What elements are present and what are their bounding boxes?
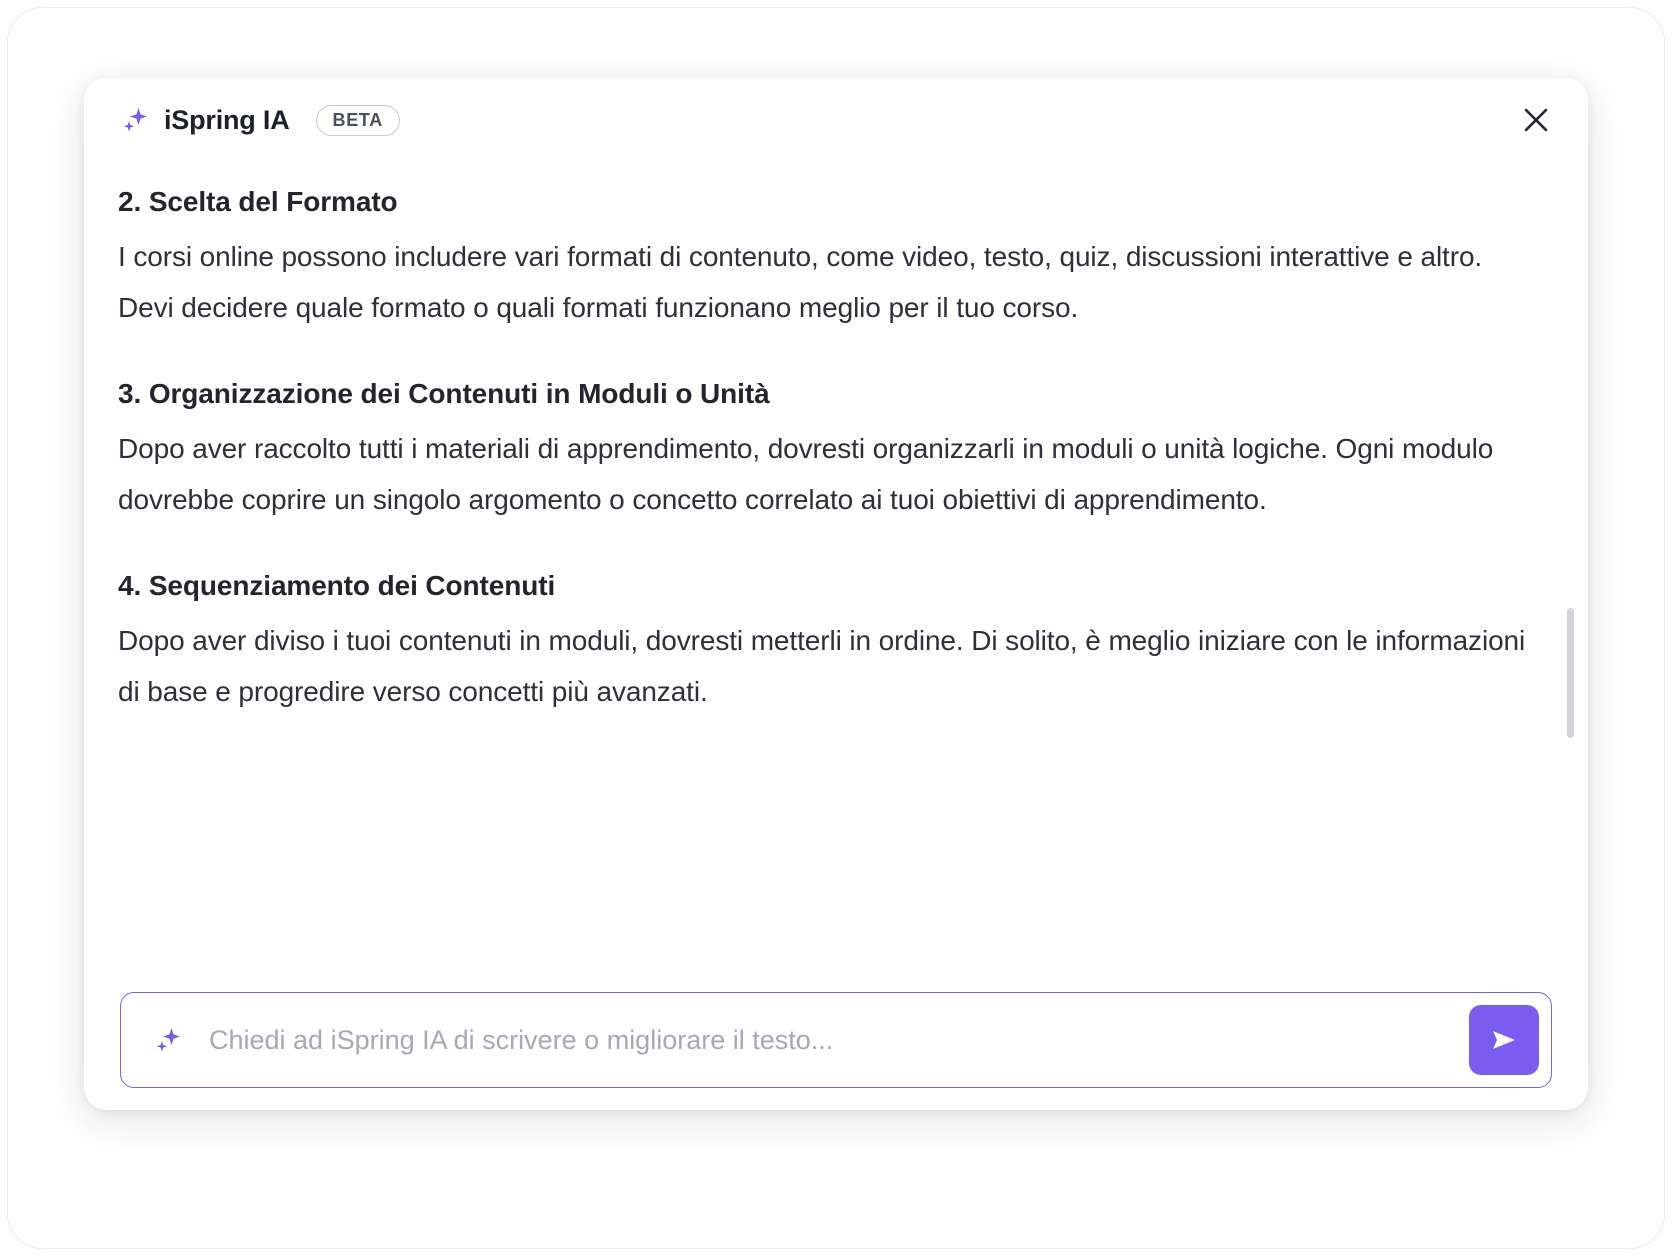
- section-title: 4. Sequenziamento dei Contenuti: [118, 569, 556, 601]
- send-icon: [1489, 1025, 1519, 1055]
- section-body: I corsi online possono includere vari formati di contenuto, come video, testo, quiz, discussioni interattive e altro. Devi decidere quale formato o quali formati funzionano meglio per il tuo corso.: [118, 241, 1483, 323]
- section-body: Dopo aver diviso i tuoi contenuti in moduli, dovresti metterli in ordine. Di solito, è meglio iniziare con le informazioni di base e progredire verso concetti più avanzati.: [118, 624, 1526, 707]
- sparkle-icon: [151, 1023, 185, 1057]
- brand: [118, 103, 400, 137]
- brand-name: iSpring IA: [164, 104, 290, 135]
- ispring-ai-dialog: [84, 78, 1588, 1110]
- content-section: [118, 186, 1528, 334]
- section-title: 2. Scelta del Formato: [118, 186, 398, 217]
- dialog-header: [84, 78, 1588, 162]
- close-button[interactable]: [1514, 98, 1558, 142]
- scrollbar-thumb[interactable]: [1567, 608, 1574, 738]
- scrollbar-track[interactable]: [1567, 168, 1574, 898]
- prompt-bar: [120, 992, 1552, 1088]
- close-icon: [1523, 107, 1549, 133]
- section-title: 3. Organizzazione dei Contenuti in Moduli o Unità: [118, 377, 770, 409]
- content-section: [118, 378, 1528, 526]
- prompt-input[interactable]: [207, 1010, 1469, 1070]
- ai-response-content: [84, 162, 1588, 994]
- sparkle-icon: [118, 103, 152, 137]
- section-body: Dopo aver raccolto tutti i materiali di apprendimento, dovresti organizzarli in moduli o unità logiche. Ogni modulo dovrebbe coprire un singolo argomento o concetto correlato ai tuoi obiettivi di apprendimento.: [118, 432, 1494, 515]
- content-section: [118, 570, 1528, 718]
- send-button[interactable]: [1469, 1005, 1539, 1075]
- status-badge: BETA: [316, 105, 400, 136]
